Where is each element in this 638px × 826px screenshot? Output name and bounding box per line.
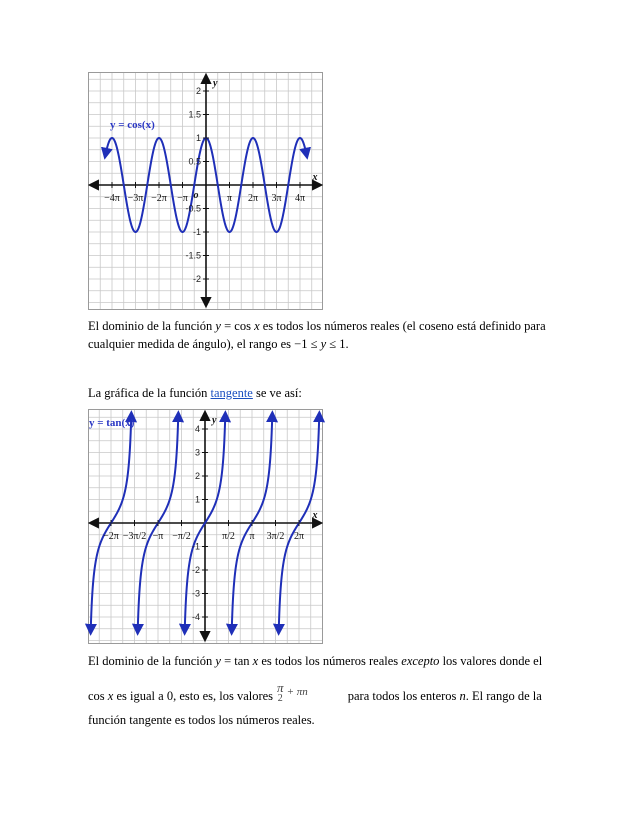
tangente-link[interactable]: tangente [210,386,253,400]
text-run: = tan [220,654,253,668]
x-tick-label: −π/2 [172,531,191,542]
text-emphasis: excepto [401,654,440,668]
x-tick-label: 2π [247,193,259,204]
y-tick-label: -2 [191,565,200,575]
tangent-range-paragraph [88,680,568,730]
tangent-graph [88,409,323,644]
y-tick-label: -1 [191,541,200,552]
y-tick-label: -3 [191,588,200,599]
text-var: y [320,336,327,351]
text-run: se ve así: [252,386,302,400]
y-tick-label: -4 [191,612,200,622]
y-tick-label: -2 [192,274,201,284]
text-run: cos [88,689,108,703]
y-tick-label: -1 [192,227,201,237]
x-tick-label: −π [152,531,164,542]
tangent-intro-paragraph [88,385,568,403]
pi-over-two-plus-pi-n-formula [275,682,308,704]
text-var: x [107,689,114,703]
text-run: . El rango de la función tangente es todos los números reales. [88,689,542,727]
x-tick-label: −3π/2 [122,531,147,542]
x-tick-label: −3π [127,193,144,204]
x-axis-name: x [312,510,318,521]
x-axis-name: x [312,172,318,183]
text-var: x [252,654,259,668]
x-tick-label: −π [177,193,188,204]
text-run: es igual a 0, esto es, los valores [113,689,274,703]
x-tick-label: −2π [103,531,119,542]
x-tick-label: 2π [293,531,305,542]
y-tick-label: 1 [195,133,201,143]
y-tick-label: 4 [194,424,200,434]
text-run: para todos los enteros [347,689,460,703]
text-run: es todos los números reales (el coseno está definido para cualquier medida de ángulo), el rango es −1 ≤ [88,319,546,351]
function-label: y = cos(x) [110,119,155,131]
formula-plus-term: + πn [286,686,308,699]
x-tick-label: −2π [151,193,167,204]
fraction [277,682,284,704]
text-run: El dominio de la función [88,319,216,333]
x-tick-label: π [249,531,255,542]
text-var: y [215,654,221,668]
y-tick-label: 2 [195,86,201,96]
tangent-domain-paragraph [88,653,568,671]
fraction-denominator: 2 [277,693,283,704]
text-run: es todos los números reales [258,654,402,668]
y-axis-name: y [212,415,217,426]
text-run: = cos [220,319,255,333]
text-var: y [215,319,221,333]
cosine-graph-svg [88,72,323,310]
text-var: n [459,689,466,703]
y-tick-label: -1.5 [185,250,201,261]
text-var: x [254,319,260,333]
fraction-numerator: π [277,680,284,695]
cosine-graph [88,72,323,310]
x-tick-label: π/2 [222,531,235,542]
origin-label: o [193,190,199,201]
y-tick-label: 3 [194,447,200,458]
x-tick-label: π [226,193,233,204]
text-run: ≤ 1. [326,336,349,351]
x-tick-label: −4π [104,193,120,204]
y-tick-label: -0.5 [185,203,201,214]
text-run: El dominio de la función [88,654,216,668]
x-tick-label: 4π [294,193,306,204]
tangent-graph-svg [88,409,323,644]
x-tick-label: 3π [271,193,282,204]
text-run: La gráfica de la función [88,386,211,400]
cosine-domain-paragraph [88,318,568,353]
x-tick-label: 3π/2 [266,531,285,542]
y-tick-label: 1.5 [188,109,201,120]
y-tick-label: 2 [194,471,200,481]
y-axis-name: y [213,78,218,89]
y-tick-label: 0.5 [188,156,201,167]
text-run: los valores donde el [439,654,543,668]
function-label: y = tan(x) [89,417,135,429]
y-tick-label: 1 [194,494,200,505]
